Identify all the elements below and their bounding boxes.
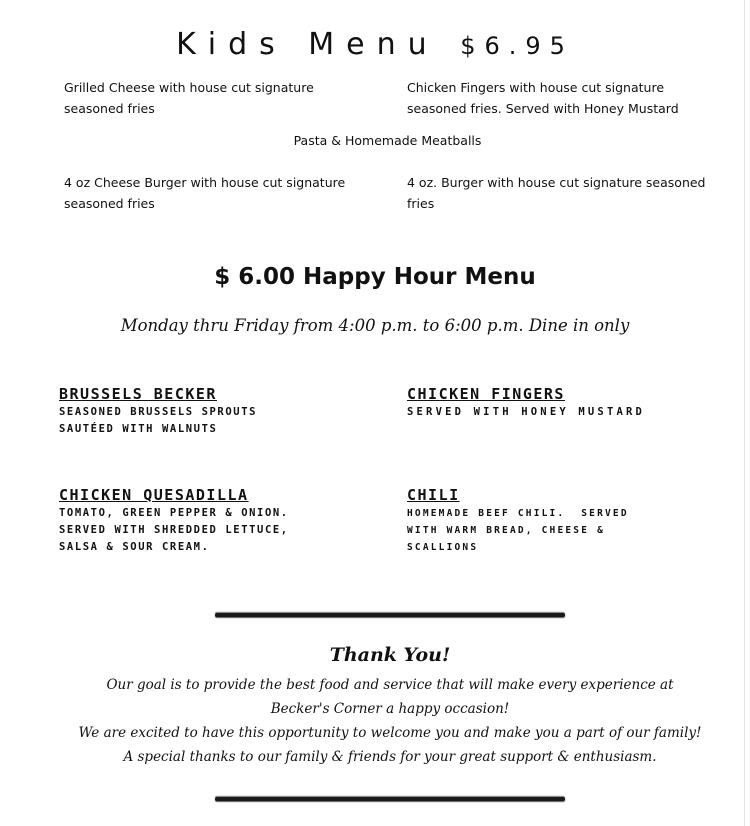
- item-line: fries: [407, 196, 435, 211]
- desc-line: SCALLIONS: [407, 542, 479, 553]
- kids-item-burger: [407, 172, 706, 214]
- item-line: seasoned fries: [64, 196, 155, 211]
- desc-line: SALSA & SOUR CREAM.: [59, 541, 210, 553]
- dish-name-brussels: BRUSSELS BECKER: [59, 385, 217, 403]
- desc-line: SERVED WITH SHREDDED LETTUCE,: [59, 524, 289, 536]
- dish-name-chicken-fingers: CHICKEN FINGERS: [407, 385, 565, 403]
- kids-menu-price: $6.95: [460, 32, 574, 60]
- kids-item-pasta: [0, 130, 750, 151]
- item-line: seasoned fries: [64, 101, 155, 116]
- happy-hour-subtitle: Monday thru Friday from 4:00 p.m. to 6:00 p.m. Dine in only: [120, 316, 630, 335]
- desc-line: TOMATO, GREEN PEPPER & ONION.: [59, 507, 289, 519]
- dish-name-quesadilla: CHICKEN QUESADILLA: [59, 486, 249, 504]
- thank-you-line: A special thanks to our family & friends for your great support & enthusiasm.: [123, 749, 657, 765]
- desc-line: HOMEMADE BEEF CHILI. SERVED: [407, 508, 629, 519]
- happy-hour-title: $ 6.00 Happy Hour Menu: [214, 264, 536, 290]
- thank-you-title: Thank You!: [329, 644, 451, 666]
- item-line: seasoned fries. Served with Honey Mustard: [407, 101, 679, 116]
- kids-item-cheese-burger: [64, 172, 345, 214]
- desc-line: SEASONED BRUSSELS SPROUTS: [59, 406, 258, 418]
- item-line: 4 oz. Burger with house cut signature seasoned: [407, 175, 706, 190]
- item-line: Grilled Cheese with house cut signature: [64, 80, 314, 95]
- divider-top: [215, 613, 565, 617]
- divider-bottom: [215, 797, 565, 801]
- dish-desc-quesadilla: [59, 505, 289, 556]
- desc-line: SERVED WITH HONEY MUSTARD: [407, 406, 646, 418]
- kids-item-chicken-fingers: [407, 77, 679, 119]
- kids-item-grilled-cheese: [64, 77, 314, 119]
- thank-you-line: We are excited to have this opportunity to welcome you and make you a part of our family!: [78, 725, 702, 741]
- desc-line: WITH WARM BREAD, CHEESE &: [407, 525, 605, 536]
- dish-name-chili: CHILI: [407, 486, 460, 504]
- thank-you-line: Becker's Corner a happy occasion!: [270, 701, 510, 717]
- item-line: Chicken Fingers with house cut signature: [407, 80, 665, 95]
- dish-desc-chicken-fingers: [407, 404, 645, 421]
- kids-menu-title: [0, 27, 750, 62]
- desc-line: SAUTÉED WITH WALNUTS: [59, 423, 218, 435]
- thank-you-line: Our goal is to provide the best food and service that will make every experience at: [106, 677, 674, 693]
- dish-desc-chili: [407, 505, 629, 556]
- dish-desc-brussels: [59, 404, 257, 438]
- kids-menu-heading: Kids Menu: [176, 27, 439, 62]
- item-line: 4 oz Cheese Burger with house cut signature: [64, 175, 346, 190]
- item-line: Pasta & Homemade Meatballs: [293, 133, 482, 148]
